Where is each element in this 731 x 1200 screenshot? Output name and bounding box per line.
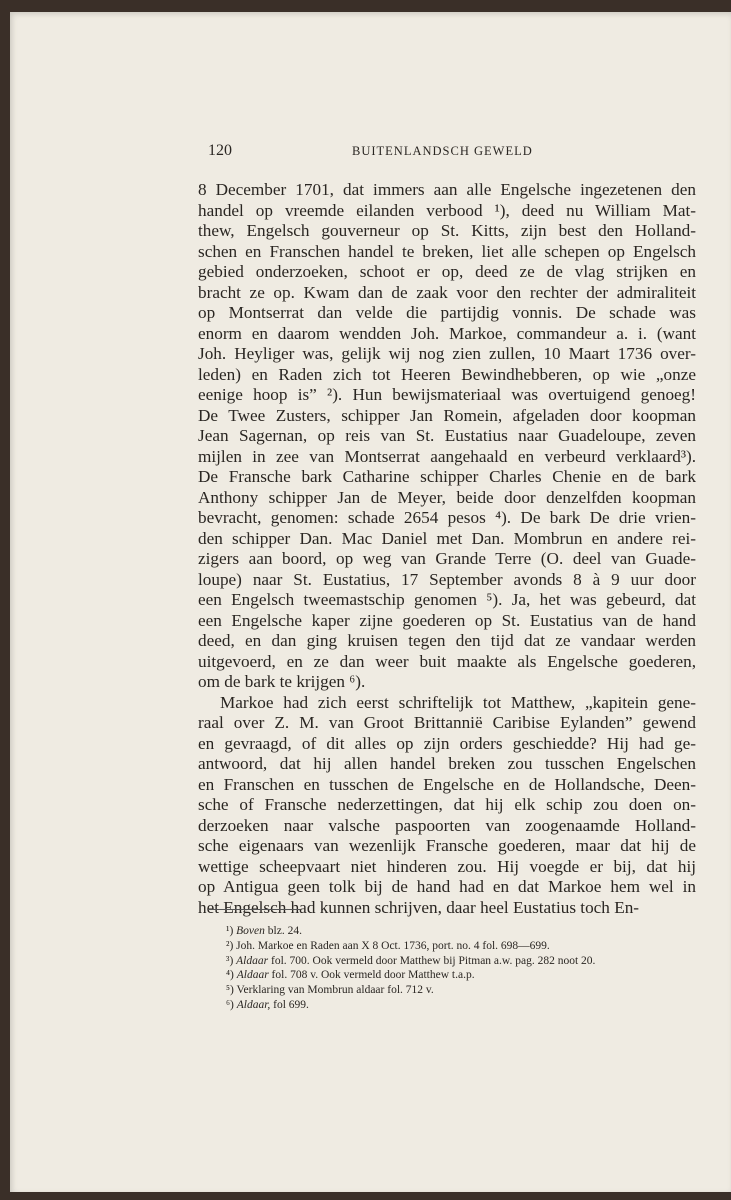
footnote-text: fol 699. (270, 998, 309, 1011)
footnote-mark: ³) (226, 954, 234, 967)
page-number: 120 (208, 142, 232, 159)
text-line: derzoeken naar valsche paspoorten van zoogenaamde Holland- (198, 815, 696, 835)
footnote-mark: ¹) (226, 925, 234, 937)
text-line: antwoord, dat hij allen handel breken zou tusschen Engelschen (198, 754, 696, 773)
text-line: en gevraagd, of dit alles op zijn orders geschiedde? Hij had ge- (198, 733, 696, 753)
text-line: De Twee Zusters, schipper Jan Romein, afgeladen door koopman (198, 405, 696, 425)
text-line: op Antigua geen tolk bij de hand had en dat Markoe hem wel in (198, 877, 696, 896)
text-line: Markoe had zich eerst schriftelijk tot Matthew, „kapitein gene- (220, 692, 696, 712)
text-line: een Engelsche kaper zijne goederen op St. Eustatius van de hand (198, 610, 696, 630)
footnote-source: Aldaar (236, 954, 269, 967)
footnote-text: Joh. Markoe en Raden aan X 8 Oct. 1736, port. no. 4 fol. 698—699. (236, 939, 550, 952)
text-line: enorm en daarom wendden Joh. Markoe, commandeur a. i. (want (198, 323, 696, 343)
footnote (226, 968, 696, 983)
footnote-mark: ⁴) (226, 969, 234, 982)
text-line: bevracht, genomen: schade 2654 pesos ⁴). De bark De drie vrien- (198, 508, 696, 527)
footnote (226, 924, 696, 939)
text-line: handel op vreemde eilanden verbood ¹), deed nu William Mat- (198, 200, 696, 220)
page-header (198, 142, 678, 164)
footnote-text: Verklaring van Mombrun aldaar fol. 712 v. (236, 984, 434, 997)
footnote-divider (208, 909, 300, 910)
text-line: bracht ze op. Kwam dan de zaak voor den rechter der admiraliteit (198, 282, 696, 302)
text-line: het Engelsch had kunnen schrijven, daar heel Eustatius toch En- (198, 897, 640, 917)
text-line: en Franschen en tusschen de Engelsche en de Hollandsche, Deen- (198, 774, 696, 794)
text-line: raal over Z. M. van Groot Brittannië Caribise Eylanden” gewend (198, 713, 696, 732)
text-line: Joh. Heyliger was, gelijk wij nog zien zullen, 10 Maart 1736 over- (198, 344, 696, 363)
text-line: om de bark te krijgen ⁶). (198, 672, 366, 691)
text-line: eenige hoop is” ²). Hun bewijsmateriaal was overtuigend genoeg! (198, 385, 696, 404)
body-text (198, 180, 696, 918)
footnote (226, 939, 696, 954)
text-line: op Montserrat dan velde die partijdig vonnis. De schade was (198, 303, 696, 322)
running-title: BUITENLANDSCH GEWELD (352, 144, 533, 158)
footnote-mark: ⁵) (226, 984, 234, 997)
text-line: loupe) naar St. Eustatius, 17 September avonds 8 à 9 uur door (198, 569, 696, 589)
footnote-text: blz. 24. (264, 925, 302, 937)
footnote (226, 954, 696, 969)
text-line: De Fransche bark Catharine schipper Charles Chenie en de bark (198, 467, 696, 486)
footnote-mark: ⁶) (226, 998, 234, 1011)
footnote-text: fol. 700. Ook vermeld door Matthew bij Pitman a.w. pag. 282 noot 20. (268, 954, 596, 967)
text-line: zigers aan boord, op weg van Grande Terre (O. deel van Guade- (198, 549, 696, 568)
text-line: leden) en Raden zich tot Heeren Bewindhebberen, op wie „onze (198, 364, 696, 384)
text-line: schen en Franschen handel te breken, liet alle schepen op Engelsch (198, 241, 696, 261)
text-line: deed, en dan ging kruisen tegen den tijd dat ze vandaar werden (198, 631, 696, 650)
footnote-source: Boven (236, 925, 265, 937)
text-line: een Engelsch tweemastschip genomen ⁵). Ja, het was gebeurd, dat (198, 590, 696, 609)
footnote-source: Aldaar (236, 969, 269, 982)
text-line: Jean Sagernan, op reis van St. Eustatius naar Guadeloupe, zeven (198, 426, 696, 445)
text-line: gebied onderzoeken, schoot er op, deed ze de vlag strijken en (198, 262, 696, 281)
text-line: 8 December 1701, dat immers aan alle Engelsche ingezetenen den (198, 180, 696, 199)
text-line: wettige scheepvaart niet hinderen zou. Hij voegde er bij, dat hij (198, 856, 696, 876)
book-page (10, 12, 731, 1192)
text-line: uitgevoerd, en ze dan weer buit maakte als Engelsche goederen, (198, 651, 696, 671)
text-line: Anthony schipper Jan de Meyer, beide door denzelfden koopman (198, 487, 696, 507)
footnote-text: fol. 708 v. Ook vermeld door Matthew t.a.p. (268, 969, 475, 982)
footnote (226, 998, 696, 1013)
text-line: thew, Engelsch gouverneur op St. Kitts, zijn best den Holland- (198, 221, 696, 240)
text-line: den schipper Dan. Mac Daniel met Dan. Mombrun en andere rei- (198, 528, 696, 548)
footnote-mark: ²) (226, 939, 234, 952)
text-line: sche of Fransche nederzettingen, dat hij elk schip zou doen on- (198, 795, 696, 814)
footnotes (226, 924, 696, 1013)
footnote-source: Aldaar, (236, 998, 271, 1011)
footnote (226, 983, 696, 998)
text-line: sche eigenaars van wezenlijk Fransche goederen, maar dat hij de (198, 836, 696, 855)
text-line: mijlen in zee van Montserrat aangehaald en verbeurd verklaard³). (198, 446, 696, 466)
